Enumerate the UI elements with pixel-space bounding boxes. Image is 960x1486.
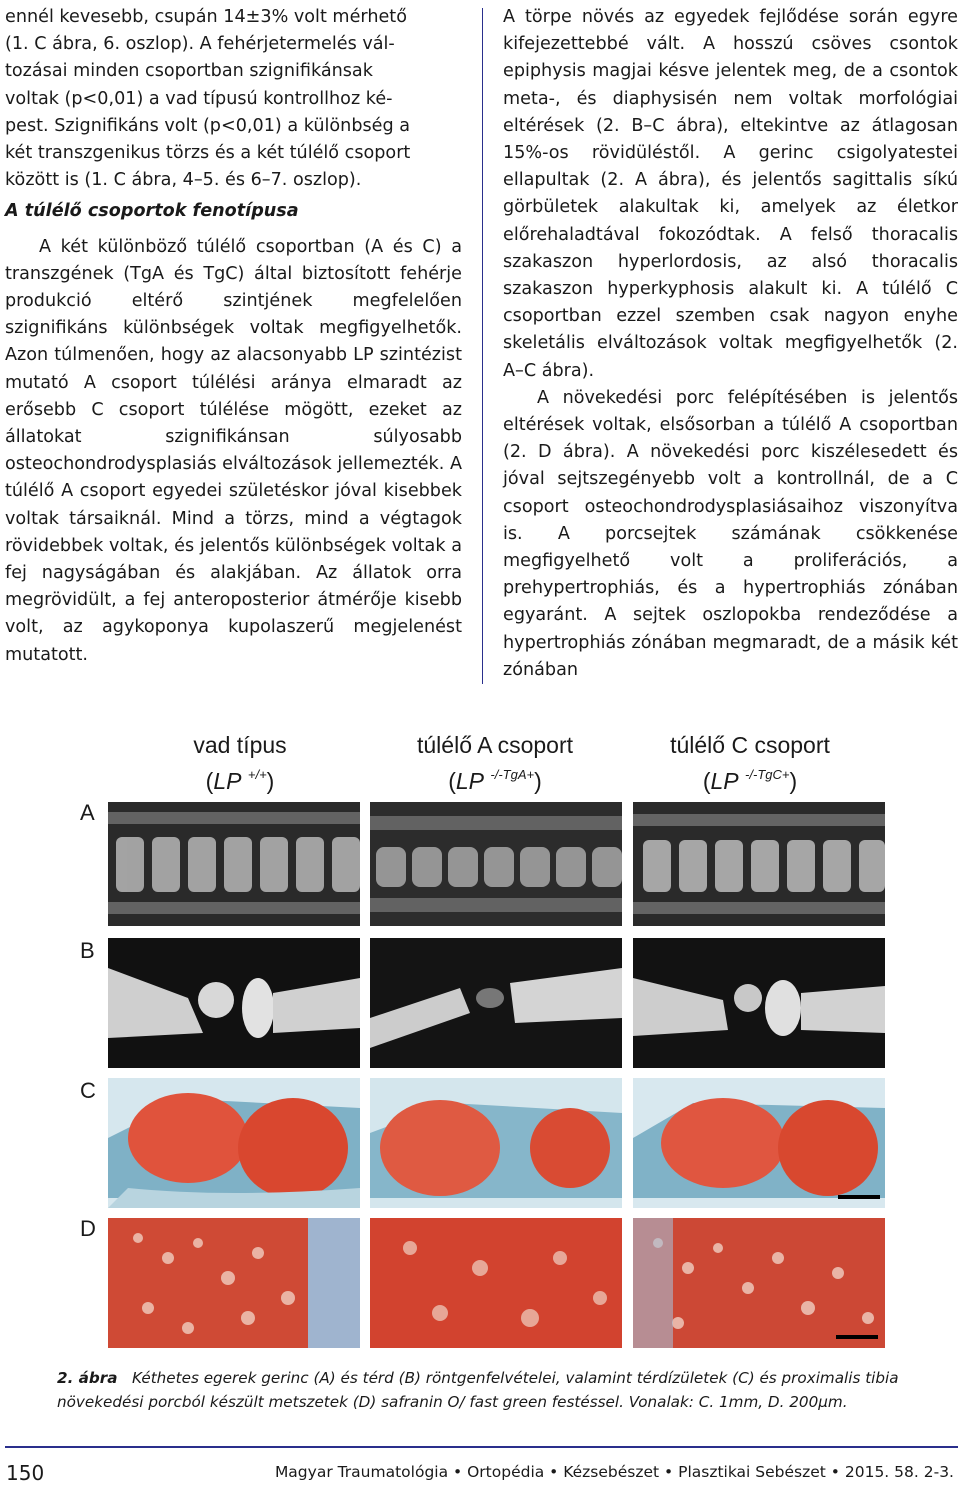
row-label-d: D	[80, 1216, 96, 1241]
figure-column-header-wildtype: vad típus (LP +/+)	[193, 732, 287, 794]
panel-a-group-c-spine-xray	[633, 802, 885, 926]
panel-d-group-c-growth-plate	[633, 1218, 885, 1348]
page-number: 150	[6, 1461, 45, 1485]
row-label-b: B	[80, 938, 95, 963]
row-label-c: C	[80, 1078, 96, 1103]
section-heading: A túlélő csoportok fenotípusa	[5, 201, 299, 222]
figure-caption: 2. ábra Kéthetes egerek gerinc (A) és térd (B) röntgenfelvételei, valamint térdízületek (C) és proximalis tibia növekedési porcból készült metszetek (D) safranin O/ fast green festéssel. Vonalak: C. 1mm, D. 200µm.	[57, 1369, 899, 1411]
footer-divider	[5, 1446, 958, 1448]
row-label-a: A	[80, 800, 95, 825]
journal-footer: Magyar Traumatológia • Ortopédia • Kézsebészet • Plasztikai Sebészet • 2015. 58. 2-3.	[274, 1463, 954, 1481]
panel-c-wildtype-knee-histology	[108, 1078, 360, 1208]
panel-b-wildtype-knee-xray	[108, 938, 360, 1068]
scale-bar-1mm	[838, 1195, 880, 1199]
scale-bar-200um	[836, 1335, 878, 1339]
panel-d-wildtype-growth-plate	[108, 1218, 360, 1348]
left-paragraph-1: ennél kevesebb, csupán 14±3% volt mérhető (1. C ábra, 6. oszlop). A fehérjetermelés vál- tozásai minden csoportban szignifikánsak voltak (p<0,01) a vad típusú kontrollhoz ké- pest. Szignifikáns volt (p<0,01) a különbség a két transzgenikus törzs és a két túlélő csoport között is (1. C ábra, 4–5. és 6–7. oszlop).	[5, 7, 411, 191]
column-divider	[482, 8, 483, 684]
figure-2	[80, 730, 890, 1350]
right-paragraph-2: A növekedési porc felépítésében is jelentős eltérések voltak, elsősorban a túlélő A csoportban (2. D ábra). A növekedési porc kiszélesedett és jóval sejtszegényebb volt a kontrollnál, de a C csoport osteochondrodysplasiásaihoz viszonyítva is. A porcsejtek számának csökkenése megfigyelhető volt a proliferációs, a prehypertrophiás, és a hypertrophiás zónában egyaránt. A sejtek oszlopokba rendeződése a hypertrophiás zónában megmaradt, de a másik két zónában	[503, 387, 958, 680]
left-paragraph-2: A két különböző túlélő csoportban (A és C) a transzgének (TgA és TgC) által biztosított fehérje produkció eltérő szintjének megfelelően szignifikáns különbségek voltak megfigyelhetők. Azon túlmenően, hogy az alacsonyabb LP szintézist mutató A csoport túlélési aránya elmaradt az erősebb C csoport túlélése mögött, ezeket az állatokat szignifikánsan súlyosabb osteochondrodysplasiás elváltozások jellemezték. A túlélő A csoport egyedei születéskor jóval kisebbek voltak társaiknál. Mind a törzs, mind a végtagok rövidebbek voltak, és jelentős különbségek voltak a fej nagyságában és alakjában. Az állatok orra megrövidült, a fej anteroposterior átmérője kisebb volt, az agykoponya kupolaszerű megjelenést mutatott.	[5, 236, 462, 665]
panel-d-group-a-growth-plate	[370, 1218, 622, 1348]
panel-c-group-c-knee-histology	[633, 1078, 885, 1208]
left-column	[5, 4, 462, 669]
right-paragraph-1: A törpe növés az egyedek fejlődése során egyre kifejezettebbé vált. A hosszú csöves csontok epiphysis magjai késve jelentek meg, de a csontok meta-, és diaphysisén nem voltak morfológiai eltérések (2. B–C ábra), eltekintve az átlagosan 15%-os rövidüléstől. A gerinc csigolyatestei ellapultak (2. A ábra), és jelentős sagittalis síkú görbületek alakultak ki, amelyek az életkor előrehaladtával fokozódtak. A felső thoracalis szakaszon hyperlordosis, az alsó thoracalis szakaszon hyperkyphosis alakult ki. A túlélő C csoportban ezzel szemben csak nagyon enyhe skeletális elváltozások voltak megfigyelhetők (2. A–C ábra).	[503, 7, 958, 381]
figure-column-header-group-c: túlélő C csoport (LP $^{-/-TgC+}$)	[670, 732, 830, 794]
right-column	[503, 4, 958, 684]
panel-c-group-a-knee-histology	[370, 1078, 622, 1208]
panel-a-group-a-spine-xray	[370, 802, 622, 926]
panel-b-group-c-knee-xray	[633, 938, 885, 1068]
panel-b-group-a-knee-xray	[370, 938, 622, 1068]
panel-a-wildtype-spine-xray	[108, 802, 360, 926]
figure-column-header-group-a: túlélő A csoport (LP $^{-/-TgA+}$)	[417, 732, 573, 794]
